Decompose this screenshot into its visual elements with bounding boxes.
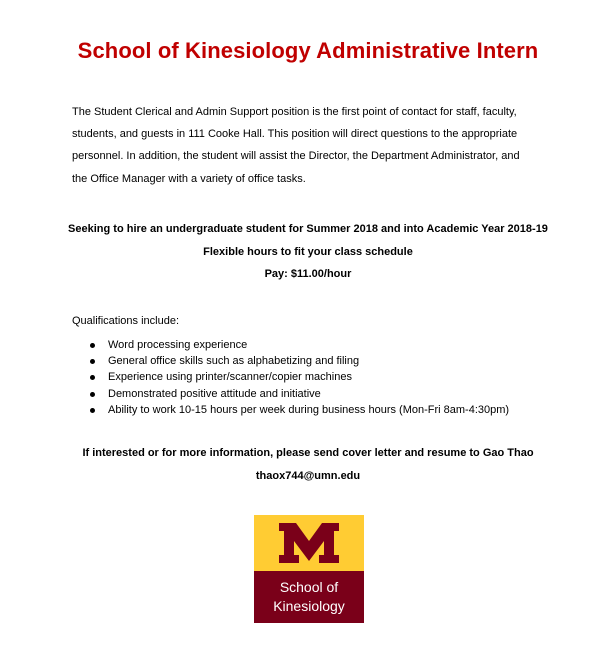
- bullet-icon: [90, 359, 95, 364]
- list-item-text: Word processing experience: [108, 339, 248, 351]
- intro-line: the Office Manager with a variety of office tasks.: [72, 172, 306, 185]
- list-item: [90, 386, 509, 402]
- list-item: [90, 337, 509, 353]
- qualifications-list: [90, 337, 509, 418]
- list-item: [90, 353, 509, 369]
- logo-maroon-panel: [254, 571, 364, 623]
- list-item-text: General office skills such as alphabetizing and filing: [108, 355, 360, 368]
- list-item-text: Ability to work 10-15 hours per week during business hours (Mon-Fri 8am-4:30pm): [108, 403, 510, 416]
- intro-line: The Student Clerical and Admin Support position is the first point of contact for staff, faculty,: [72, 106, 517, 118]
- list-item: [90, 402, 509, 418]
- intro-line: students, and guests in 111 Cooke Hall. This position will direct questions to the appropriate: [72, 128, 518, 141]
- list-item-text: Experience using printer/scanner/copier machines: [108, 371, 352, 384]
- logo-text-line: School of: [279, 579, 339, 595]
- school-logo: [254, 515, 364, 623]
- logo-gold-panel: [254, 515, 364, 571]
- umn-block-m-icon: [279, 523, 339, 563]
- list-item-text: Demonstrated positive attitude and initiative: [108, 387, 321, 400]
- pay-statement: Pay: $11.00/hour: [264, 268, 352, 280]
- seeking-statement: Seeking to hire an undergraduate student for Summer 2018 and into Academic Year 2018-19: [68, 223, 548, 235]
- list-item: [90, 369, 509, 385]
- qualifications-heading: Qualifications include:: [72, 315, 180, 327]
- page-title: School of Kinesiology Administrative Intern: [77, 38, 539, 63]
- bullet-icon: [90, 343, 95, 348]
- bullet-icon: [90, 392, 95, 397]
- contact-email[interactable]: thaox744@umn.edu: [255, 470, 361, 482]
- contact-statement: If interested or for more information, please send cover letter and resume to Gao Thao: [82, 447, 534, 459]
- logo-text-line: Kinesiology: [273, 598, 345, 614]
- intro-paragraph: [72, 101, 552, 190]
- intro-line: personnel. In addition, the student will assist the Director, the Department Administrator, and: [72, 150, 520, 163]
- hours-statement: Flexible hours to fit your class schedule: [203, 246, 413, 258]
- bullet-icon: [90, 408, 95, 413]
- bullet-icon: [90, 375, 95, 380]
